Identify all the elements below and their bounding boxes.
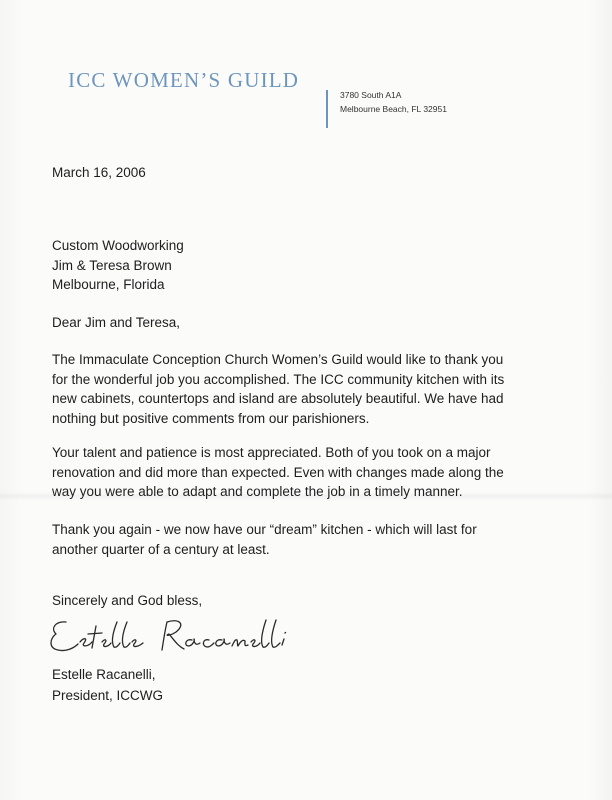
paragraph-line: new cabinets, countertops and island are absolutely beautiful. We have had: [52, 391, 504, 406]
letterhead-org-name: ICC WOMEN’S GUILD: [68, 68, 300, 92]
address-line-2: Melbourne Beach, FL 32951: [340, 104, 447, 114]
body-paragraph-2: [52, 443, 504, 502]
recipient-names: Jim & Teresa Brown: [52, 257, 172, 273]
paragraph-line: renovation and did more than expected. Even with changes made along the: [52, 464, 504, 480]
paragraph-line: for the wonderful job you accomplished. The ICC community kitchen with its: [52, 371, 505, 387]
signer-title: President, ICCWG: [52, 688, 164, 703]
paragraph-line: another quarter of a century at least.: [52, 541, 270, 557]
signer-name: Estelle Racanelli,: [52, 667, 156, 682]
body-paragraph-1: [52, 350, 504, 428]
recipient-location: Melbourne, Florida: [52, 277, 165, 292]
letterhead-address: [340, 88, 447, 116]
letter-date: March 16, 2006: [52, 165, 146, 180]
paragraph-line: nothing but positive comments from our parishioners.: [52, 410, 370, 426]
recipient-company: Custom Woodworking: [52, 238, 184, 253]
paragraph-line: The Immaculate Conception Church Women’s Guild would like to thank you: [52, 352, 504, 367]
paragraph-line: Thank you again - we now have our “dream” kitchen - which will last for: [52, 522, 477, 537]
closing: Sincerely and God bless,: [52, 593, 203, 608]
recipient-block: [52, 236, 184, 295]
signer-block: [52, 664, 163, 706]
body-paragraph-3: [52, 520, 477, 559]
salutation: Dear Jim and Teresa,: [52, 315, 181, 330]
address-line-1: 3780 South A1A: [340, 90, 402, 100]
handwritten-signature: [44, 612, 294, 662]
address-divider: [326, 90, 328, 128]
paragraph-line: way you were able to adapt and complete the job in a timely manner.: [52, 484, 463, 499]
paragraph-line: Your talent and patience is most appreciated. Both of you took on a major: [52, 445, 491, 460]
